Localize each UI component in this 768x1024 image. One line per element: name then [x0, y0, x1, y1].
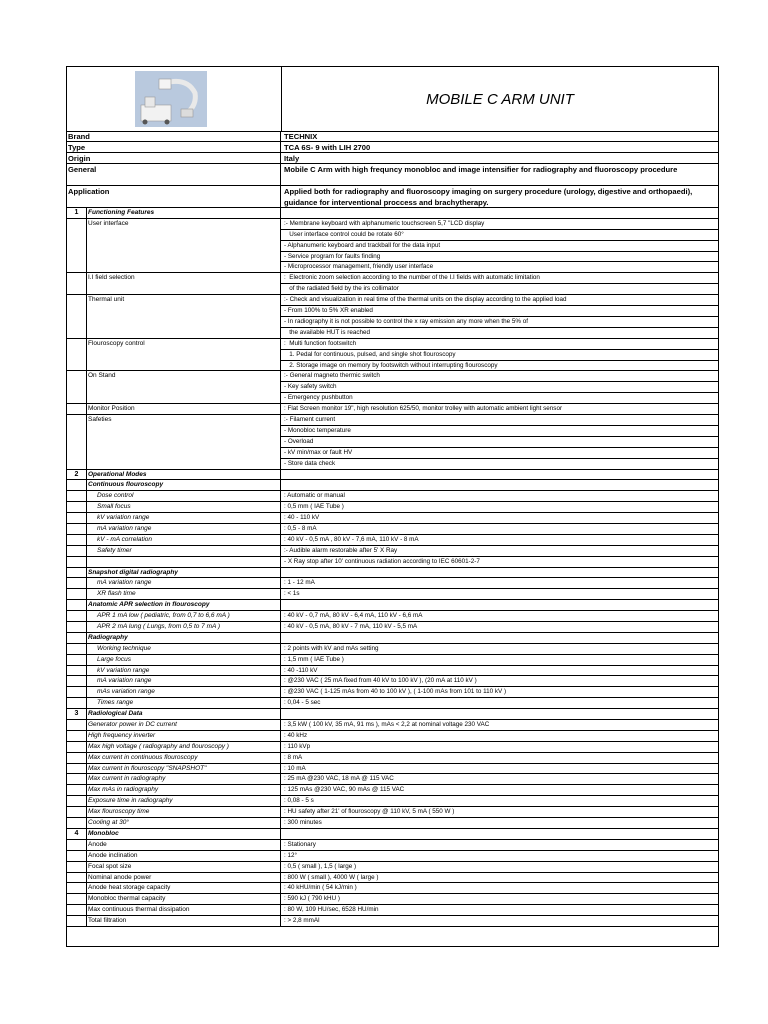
row-value: : @230 VAC ( 1-125 mAs from 40 to 100 kV ), ( 1-100 mAs from 101 to 110 kV ) [284, 688, 507, 696]
table-row [67, 731, 718, 742]
group-line: :- General magneto thermic switch [281, 371, 718, 382]
row-label: Radiological Data [87, 709, 281, 719]
group-line: - Store data check [284, 459, 336, 467]
c-arm-photo [135, 71, 207, 127]
row-value: : 40 -110 kV [284, 666, 318, 674]
row-label: kV variation range [87, 666, 281, 676]
row-value: : 110 kVp [284, 742, 311, 750]
table-row [67, 557, 718, 568]
table-row [67, 807, 718, 818]
row-value: : Automatic or manual [284, 492, 345, 500]
group-label: On Stand [87, 371, 281, 403]
section-header [67, 829, 718, 840]
row-number [67, 622, 87, 632]
row-value: : > 2,8 mmAl [284, 917, 320, 925]
table-row [67, 753, 718, 764]
subsection-row [67, 600, 718, 611]
row-number: 3 [67, 709, 87, 719]
page-title: MOBILE C ARM UNIT [426, 90, 574, 108]
row-label: Type [67, 142, 281, 152]
table-row [67, 894, 718, 905]
section-header [67, 709, 718, 720]
table-row [67, 916, 718, 927]
row-number [67, 785, 87, 795]
subsection-row [67, 480, 718, 491]
row-value: : 40 kHz [284, 731, 308, 739]
row-value [281, 470, 718, 480]
row-number [67, 742, 87, 752]
row-label: mA variation range [87, 524, 281, 534]
row-value: TECHNIX [284, 132, 318, 141]
table-row [67, 535, 718, 546]
row-value: : 0,08 - 5 s [284, 797, 314, 805]
row-number [67, 916, 87, 926]
table-row [67, 578, 718, 589]
group-line: : Multi function footswitch [281, 339, 718, 350]
group-line: 1. Pedal for continuous, pulsed, and single shot flouroscopy [281, 350, 718, 361]
row-label: kV - mA correlation [87, 535, 281, 545]
table-row [67, 796, 718, 807]
row-number [67, 295, 87, 338]
row-label: mA variation range [87, 578, 281, 588]
row-label: Max high voltage ( radiography and flouroscopy ) [87, 742, 281, 752]
row-number [67, 764, 87, 774]
group-line: - Service program for faults finding [281, 252, 718, 263]
spec-row [67, 186, 718, 208]
row-number [67, 720, 87, 730]
row-label: kV variation range [87, 513, 281, 523]
table-row [67, 687, 718, 698]
row-value: : 40 kV - 0,5 mA, 80 kV - 7 mA, 110 kV - 5,5 mA [284, 623, 418, 631]
row-number [67, 535, 87, 545]
row-label: High frequency inverter [87, 731, 281, 741]
table-row [67, 840, 718, 851]
table-row [67, 873, 718, 884]
group-values [281, 273, 718, 294]
group-line: - Key safety switch [281, 382, 718, 393]
row-value: : 3,5 kW ( 100 kV, 35 mA, 91 ms ), mAs < 2,2 at nominal voltage 230 VAC [284, 721, 490, 729]
row-label: Brand [67, 131, 281, 141]
row-label: Exposure time in radiography [87, 796, 281, 806]
row-value: : 0,5 - 8 mA [284, 525, 317, 532]
table-row [67, 513, 718, 524]
row-value [281, 600, 718, 610]
row-number [67, 491, 87, 501]
table-row [67, 720, 718, 731]
row-value [281, 568, 718, 578]
row-number [67, 883, 87, 893]
spec-row [67, 164, 718, 186]
row-label: Max current in flouroscopy "SNAPSHOT" [87, 764, 281, 774]
row-number [67, 568, 87, 578]
row-number [67, 480, 87, 490]
row-label: Large focus [87, 655, 281, 665]
table-row [67, 764, 718, 775]
feature-group [67, 273, 718, 295]
row-value: : 300 minutes [284, 819, 322, 827]
row-value: :- Audible alarm restorable after 5' X Ray [284, 546, 398, 554]
row-number: 2 [67, 470, 87, 480]
row-label: Cooling at 30° [87, 818, 281, 828]
table-row [67, 666, 718, 677]
group-line: User interface control could be rotate 60° [281, 230, 718, 241]
group-line: - Emergency pushbutton [284, 394, 353, 402]
row-label: Max current in continuous flouroscopy [87, 753, 281, 763]
row-value: : 40 kV - 0,5 mA , 80 kV - 7,6 mA, 110 kV - 8 mA [284, 535, 419, 543]
row-number [67, 753, 87, 763]
row-number [67, 894, 87, 904]
group-line: - Alphanumeric keyboard and trackball for the data input [281, 241, 718, 252]
subsection-row [67, 633, 718, 644]
row-number [67, 818, 87, 828]
row-label: mAs variation range [87, 687, 281, 697]
row-value: : 800 W ( small ), 4000 W ( large ) [284, 873, 379, 881]
row-value [281, 208, 718, 218]
row-number [67, 513, 87, 523]
row-label: Safety timer [87, 546, 281, 556]
row-number [67, 873, 87, 883]
section-header [67, 208, 718, 219]
row-label: Max mAs in radiography [87, 785, 281, 795]
group-values [281, 339, 718, 371]
group-line: - In radiography it is not possible to control the x ray emission any more when the 5% of [281, 317, 718, 328]
table-row [67, 883, 718, 894]
row-number [67, 774, 87, 784]
row-number [67, 502, 87, 512]
spec-sheet [66, 66, 719, 947]
feature-group [67, 295, 718, 339]
table-row [67, 698, 718, 709]
group-label: I.I field selection [87, 273, 281, 294]
row-value: : @230 VAC ( 25 mA fixed from 40 kV to 100 kV ), (20 mA at 110 kV ) [284, 677, 477, 685]
group-line: - Microprocessor management, friendly user interface [284, 263, 434, 271]
group-line: : Electronic zoom selection according to the number of the I.I fields with automatic limitation [281, 273, 718, 284]
row-number [67, 578, 87, 588]
row-number [67, 905, 87, 915]
row-value: : 10 mA [284, 764, 306, 772]
row-value: : 0,5 mm ( IAE Tube ) [284, 503, 344, 511]
row-label: Origin [67, 153, 281, 163]
row-value: : 1,5 mm ( IAE Tube ) [284, 655, 344, 663]
row-value: : 0,04 - 5 sec [284, 699, 321, 707]
row-number [67, 687, 87, 697]
row-value: : 12° [284, 851, 298, 859]
row-label: Anatomic APR selection in flouroscopy [87, 600, 281, 610]
row-label: APR 2 mA lung ( Lungs, from 0,5 to 7 mA ) [87, 622, 281, 632]
row-label: Max flouroscopy time [87, 807, 281, 817]
row-value: : 125 mAs @230 VAC, 90 mAs @ 115 VAC [284, 786, 405, 794]
row-label: Small focus [87, 502, 281, 512]
table-row [67, 851, 718, 862]
row-label: Focal spot size [87, 862, 281, 872]
row-number [67, 644, 87, 654]
group-line: - From 100% to 5% XR enabled [281, 306, 718, 317]
row-number [67, 676, 87, 686]
row-value: : Stationary [284, 840, 316, 848]
row-value: : 8 mA [284, 753, 303, 761]
row-number [67, 219, 87, 273]
group-line: - kV min/max or fault HV [281, 448, 718, 459]
row-label: Anode [87, 840, 281, 850]
row-number [67, 546, 87, 556]
row-number: 1 [67, 208, 87, 218]
row-value: : 2 points with kV and mAs setting [284, 644, 379, 652]
row-number [67, 339, 87, 371]
row-label: Operational Modes [87, 470, 281, 480]
row-label: Max continuous thermal dissipation [87, 905, 281, 915]
row-value: Italy [284, 154, 300, 163]
feature-group [67, 339, 718, 372]
row-number [67, 600, 87, 610]
row-value [281, 480, 718, 490]
spec-table [67, 131, 718, 927]
table-row [67, 905, 718, 916]
row-number [67, 524, 87, 534]
group-values [281, 219, 718, 273]
section-header [67, 470, 718, 481]
feature-group [67, 415, 718, 470]
table-row [67, 589, 718, 600]
row-label: Working technique [87, 644, 281, 654]
row-number [67, 666, 87, 676]
table-row [67, 655, 718, 666]
row-value: - X Ray stop after 10' continuous radiation according to IEC 60601-2-7 [284, 557, 480, 565]
row-number [67, 655, 87, 665]
group-values [281, 415, 718, 469]
row-label: Total filtration [87, 916, 281, 926]
row-label [87, 557, 281, 567]
row-label: APR 1 mA low ( pediatric, from 0,7 to 6,6 mA ) [87, 611, 281, 621]
group-line: of the radiated field by the irs collimator [284, 285, 399, 293]
table-row [67, 546, 718, 557]
row-number [67, 589, 87, 599]
feature-group [67, 404, 718, 415]
row-value: : 40 kHU/min ( 54 kJ/min ) [284, 884, 357, 892]
feature-group [67, 219, 718, 274]
group-line: 2. Storage image on memory by footswitch without interrupting flouroscopy [284, 361, 498, 369]
table-row [67, 785, 718, 796]
row-label: Application [67, 186, 281, 207]
row-label: Max current in radiography [87, 774, 281, 784]
group-label: Thermal unit [87, 295, 281, 338]
group-label: Safeties [87, 415, 281, 469]
row-value: : HU safety after 21' of flouroscopy @ 110 kV, 5 mA ( 550 W ) [284, 808, 455, 816]
group-label: Monitor Position [87, 404, 281, 414]
row-label: Nominal anode power [87, 873, 281, 883]
row-number [67, 807, 87, 817]
group-values [281, 371, 718, 403]
row-value: : 40 kV - 0,7 mA, 80 kV - 6,4 mA, 110 kV - 6,6 mA [284, 612, 423, 620]
row-value: : 590 kJ ( 790 kHU ) [284, 895, 340, 903]
row-number [67, 796, 87, 806]
row-label: Functioning Features [87, 208, 281, 218]
row-label: Times range [87, 698, 281, 708]
table-row [67, 676, 718, 687]
table-row [67, 611, 718, 622]
row-value: : 25 mA @230 VAC, 18 mA @ 115 VAC [284, 775, 394, 783]
feature-group [67, 371, 718, 404]
row-number [67, 862, 87, 872]
row-value: : 1 - 12 mA [284, 579, 315, 587]
table-row [67, 742, 718, 753]
table-row [67, 622, 718, 633]
sheet-header [67, 67, 718, 132]
row-number [67, 698, 87, 708]
row-number [67, 557, 87, 567]
spec-row [67, 131, 718, 142]
row-label: Continuous flouroscopy [87, 480, 281, 490]
row-number [67, 851, 87, 861]
row-value: : < 1s [284, 590, 300, 598]
row-value: Mobile C Arm with high frequncy monobloc and image intensifier for radiography and fluoroscopy procedure [284, 165, 678, 174]
group-label: Flouroscopy control [87, 339, 281, 371]
subsection-row [67, 568, 718, 579]
group-line: : Flat Screen monitor 19", high resolution 625/50, monitor trolley with automatic ambient light sensor [284, 405, 563, 413]
row-value [281, 633, 718, 643]
row-label: Anode inclination [87, 851, 281, 861]
spec-row [67, 153, 718, 164]
group-values [281, 295, 718, 338]
row-number [67, 731, 87, 741]
group-line: :- Filament current [281, 415, 718, 426]
spec-row [67, 142, 718, 153]
row-label: Monobloc [87, 829, 281, 839]
row-number [67, 371, 87, 403]
row-value [281, 709, 718, 719]
row-number [67, 633, 87, 643]
group-line: - Overload [281, 437, 718, 448]
row-label: mA variation range [87, 676, 281, 686]
row-value: TCA 6S- 9 with LIH 2700 [284, 143, 371, 152]
row-number [67, 415, 87, 469]
table-row [67, 491, 718, 502]
row-label: Radiography [87, 633, 281, 643]
row-value: : 80 W, 109 HU/sec, 6528 HU/min [284, 906, 379, 914]
row-number [67, 273, 87, 294]
row-number [67, 404, 87, 414]
row-label: General [67, 164, 281, 185]
row-label: Generator power in DC current [87, 720, 281, 730]
group-label: User interface [87, 219, 281, 273]
group-line: :- Check and visualization in real time of the thermal units on the display according to the applied load [281, 295, 718, 306]
group-line: :- Membrane keyboard with alphanumeric touchscreen 5,7 "LCD display [281, 219, 718, 230]
row-label: Monobloc thermal capacity [87, 894, 281, 904]
table-row [67, 502, 718, 513]
group-line: - Monobloc temperature [281, 426, 718, 437]
row-label: Dose control [87, 491, 281, 501]
table-row [67, 774, 718, 785]
row-value [281, 829, 718, 839]
row-label: Anode heat storage capacity [87, 883, 281, 893]
group-line: the available HUT is reached [284, 328, 370, 336]
row-label: XR flash time [87, 589, 281, 599]
row-number [67, 840, 87, 850]
table-row [67, 524, 718, 535]
table-row [67, 818, 718, 829]
group-values [281, 404, 718, 414]
table-row [67, 862, 718, 873]
row-number: 4 [67, 829, 87, 839]
row-number [67, 611, 87, 621]
row-label: Snapshot digital radiography [87, 568, 281, 578]
table-row [67, 644, 718, 655]
row-value: Applied both for radiography and fluoroscopy imaging on surgery procedure (urology, digestive and orthopaedi), guidance for interventional proccess and brachytherapy. [284, 187, 693, 207]
row-value: : 0,5 ( small ), 1,5 ( large ) [284, 862, 357, 870]
row-value: : 40 - 110 kV [284, 514, 320, 522]
